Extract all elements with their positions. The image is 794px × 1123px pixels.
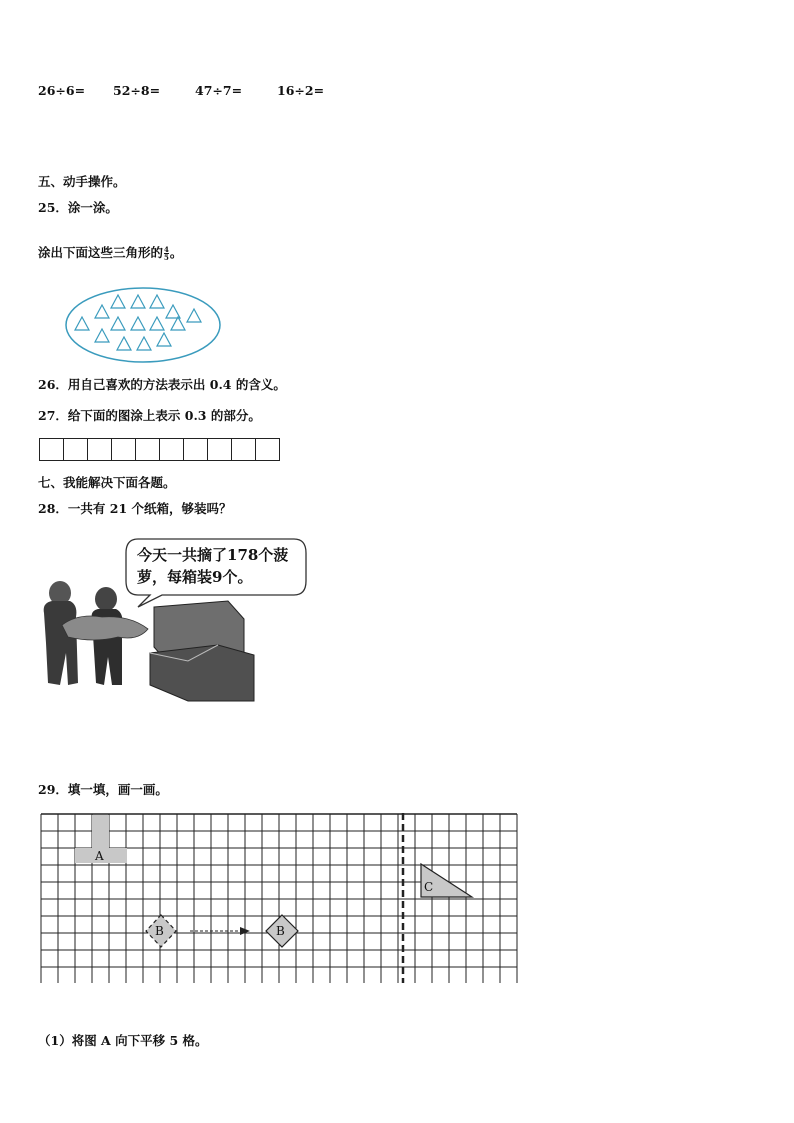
triangle[interactable] <box>150 295 164 308</box>
fraction-denominator: 5 <box>164 253 169 262</box>
strip-cell[interactable] <box>255 438 280 461</box>
q25-instruction <box>38 243 182 261</box>
triangle[interactable] <box>131 295 145 308</box>
decimal-strip[interactable] <box>40 438 280 461</box>
triangle-group <box>75 295 201 350</box>
strip-cell[interactable] <box>87 438 112 461</box>
grid-lines <box>41 814 517 983</box>
triangle[interactable] <box>111 295 125 308</box>
q25-instruction-text: 涂出下面这些三角形的 <box>38 245 164 260</box>
q25-title: 25．涂一涂。 <box>38 200 118 215</box>
q25-instruction-end: 。 <box>169 245 183 260</box>
expr-4: 16÷2= <box>277 83 325 98</box>
section7-title: 七、我能解决下面各题。 <box>38 475 176 490</box>
triangles-oval <box>64 286 224 366</box>
person-1-body <box>44 601 78 685</box>
label-b-moved: B <box>276 924 285 938</box>
triangle[interactable] <box>157 333 171 346</box>
strip-cell[interactable] <box>111 438 136 461</box>
fraction <box>164 246 169 261</box>
strip-cell[interactable] <box>135 438 160 461</box>
q26-text: 26．用自己喜欢的方法表示出 0.4 的含义。 <box>38 377 286 392</box>
triangle[interactable] <box>137 337 151 350</box>
triangle[interactable] <box>111 317 125 330</box>
triangle[interactable] <box>117 337 131 350</box>
q27-text: 27．给下面的图涂上表示 0.3 的部分。 <box>38 408 261 423</box>
label-a: A <box>95 849 104 863</box>
expr-3: 47÷7= <box>195 83 243 98</box>
speech-bubble-text: 今天一共摘了178个菠萝，每箱装9个。 <box>137 546 289 586</box>
section5-title: 五、动手操作。 <box>38 174 126 189</box>
label-b: B <box>155 924 164 938</box>
strip-cell[interactable] <box>63 438 88 461</box>
square-grid[interactable] <box>40 813 526 983</box>
label-c: C <box>424 880 434 894</box>
expr-1: 26÷6= <box>38 83 86 98</box>
triangle[interactable] <box>171 317 185 330</box>
strip-cell[interactable] <box>183 438 208 461</box>
strip-cell[interactable] <box>231 438 256 461</box>
triangle[interactable] <box>150 317 164 330</box>
strip-cell[interactable] <box>207 438 232 461</box>
pineapple-bunch <box>62 616 148 640</box>
triangle[interactable] <box>95 329 109 342</box>
q28-title: 28．一共有 21 个纸箱，够装吗？ <box>38 501 232 516</box>
triangle[interactable] <box>131 317 145 330</box>
triangle[interactable] <box>95 305 109 318</box>
q29-title: 29．填一填，画一画。 <box>38 782 168 797</box>
strip-cell[interactable] <box>159 438 184 461</box>
strip-cell[interactable] <box>39 438 64 461</box>
expr-2: 52÷8= <box>113 83 161 98</box>
q29-sub1: （1）将图 A 向下平移 5 格。 <box>38 1033 208 1048</box>
fraction-numerator: 4 <box>164 245 169 254</box>
triangle[interactable] <box>75 317 89 330</box>
oval-outline <box>66 288 220 362</box>
triangle[interactable] <box>187 309 201 322</box>
person-2-head <box>95 587 117 611</box>
